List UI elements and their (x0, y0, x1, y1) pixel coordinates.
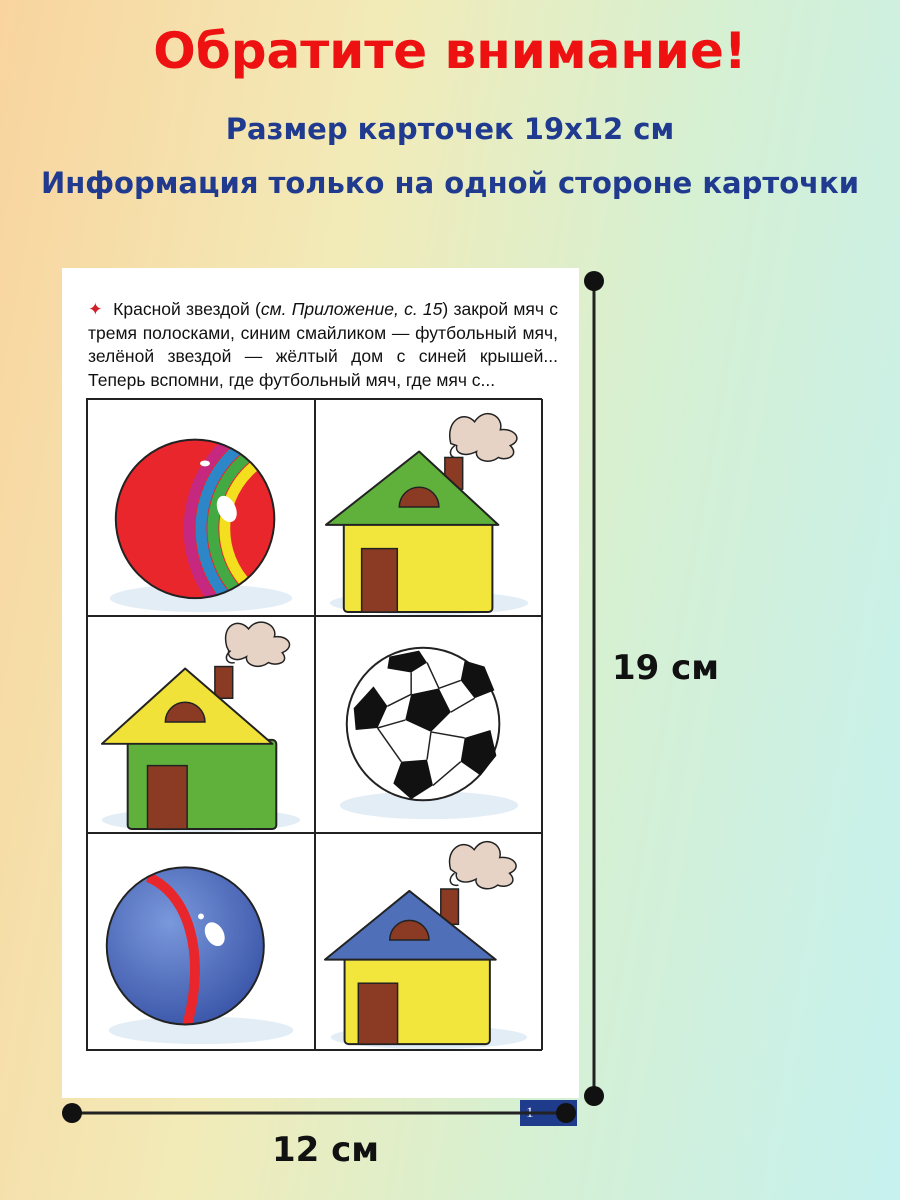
grid-cell-3 (87, 616, 315, 833)
grid-cell-1 (87, 399, 315, 616)
red-striped-ball-icon (88, 400, 314, 615)
soccer-ball-icon (316, 617, 542, 832)
card-size-note: Размер карточек 19х12 см (225, 112, 675, 146)
house-yellow-roof-icon (88, 617, 314, 832)
page-title: Обратите внимание! (153, 22, 747, 80)
card-preview (62, 268, 579, 1121)
house-blue-roof-icon (316, 834, 542, 1049)
width-label: 12 см (272, 1130, 380, 1170)
instruction-reference: см. Приложение, с. 15 (260, 299, 443, 319)
instruction-part-1: Красной звездой ( (113, 299, 261, 319)
grid-cell-6 (315, 833, 543, 1050)
house-green-roof-icon (316, 400, 542, 615)
page-number: 1 (520, 1100, 577, 1126)
width-left-dot (62, 1103, 82, 1123)
instruction-text (88, 298, 558, 392)
one-sided-note: Информация только на одной стороне карточки (40, 166, 860, 200)
height-top-dot (584, 271, 604, 291)
blue-ball-icon (88, 834, 314, 1049)
height-bottom-dot (584, 1086, 604, 1106)
grid-cell-2 (315, 399, 543, 616)
red-star-bullet-icon: ✦ (88, 299, 103, 319)
instruction-part-2: ) закрой мяч с тремя полосками, синим смайликом — футбольный мяч, зелёной звездой — жёлтый дом с синей крышей... Теперь вспомни, где футбольный мяч, где мяч с... (88, 299, 558, 390)
picture-grid (86, 398, 542, 1051)
grid-cell-5 (87, 833, 315, 1050)
height-label: 19 см (612, 648, 720, 688)
grid-cell-4 (315, 616, 543, 833)
